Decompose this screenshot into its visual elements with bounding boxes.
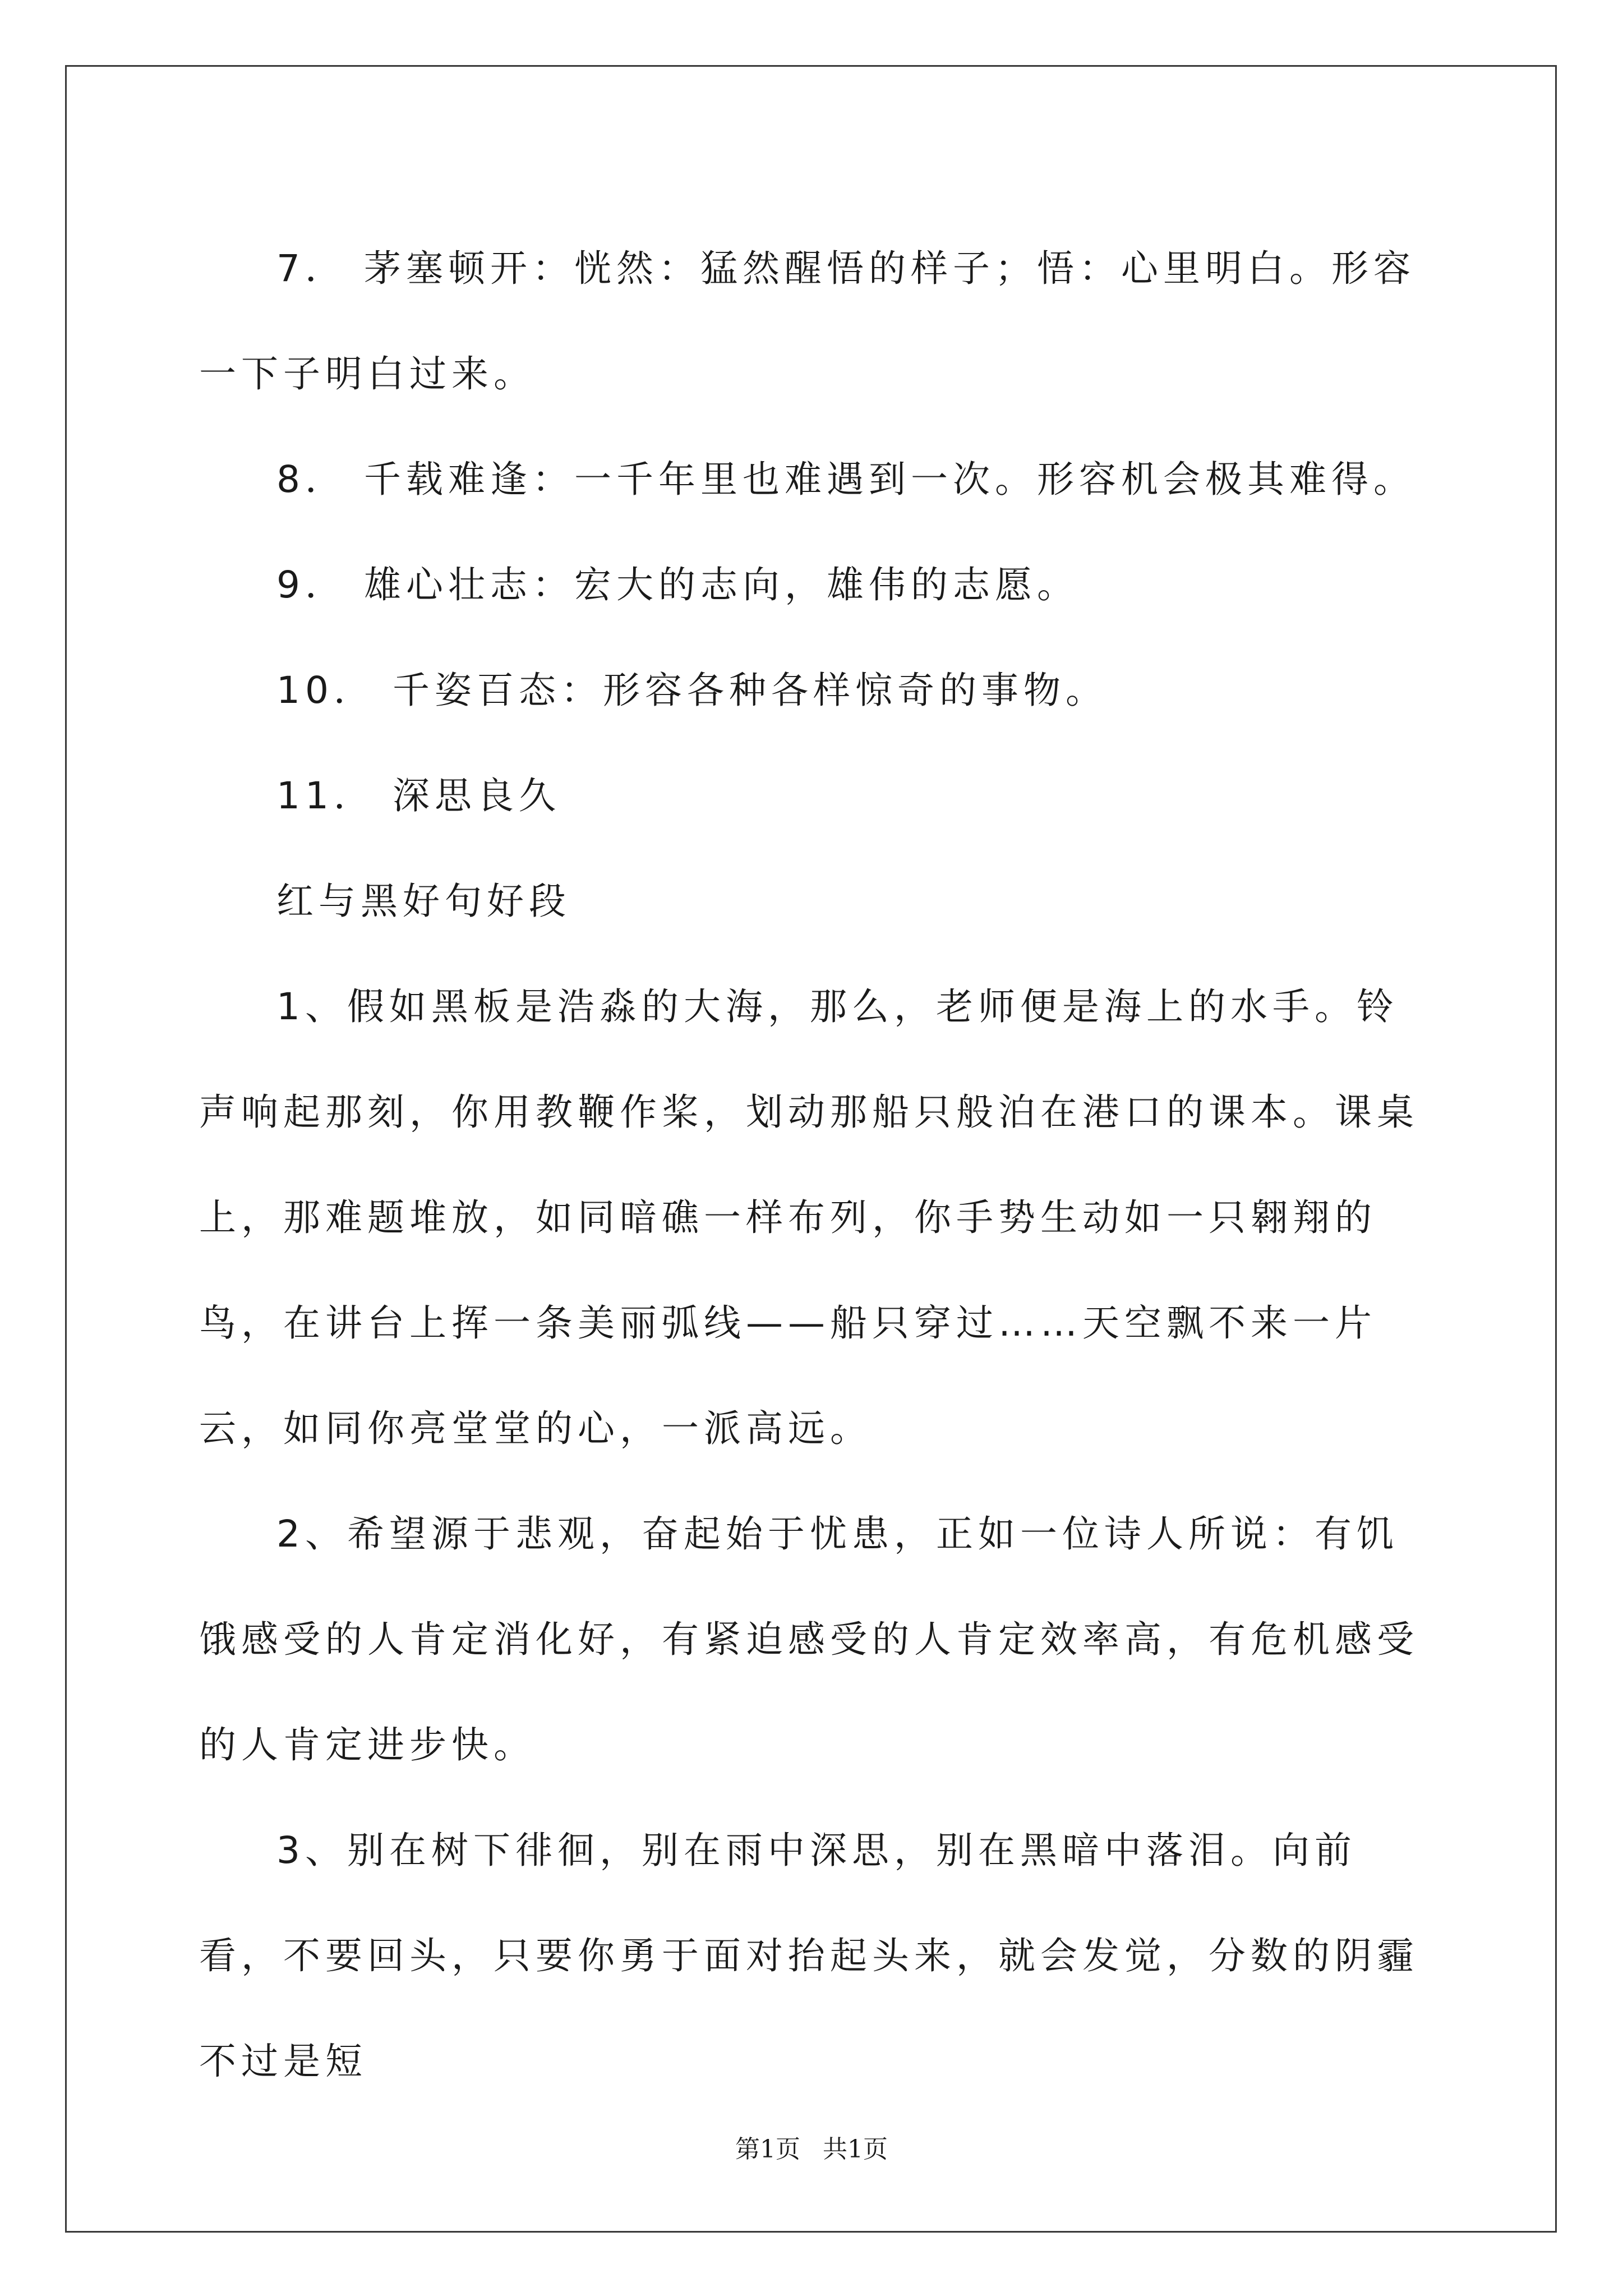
page-total: 共1页 [823, 2135, 888, 2164]
paragraph-item-7: 7． 茅塞顿开：恍然：猛然醒悟的样子；悟：心里明白。形容一下子明白过来。 [199, 247, 1415, 395]
section-heading: 红与黑好句好段 [276, 880, 571, 923]
quote-paragraph-3: 3、别在树下徘徊，别在雨中深思，别在黑暗中落泪。向前看，不要回头，只要你勇于面对抬起头来，就会发觉，分数的阴霾不过是短 [199, 1829, 1419, 2083]
page-number: 第1页 [735, 2135, 800, 2164]
paragraph-item-9: 9． 雄心壮志：宏大的志向，雄伟的志愿。 [276, 563, 1079, 606]
page-footer [0, 2129, 1623, 2165]
paragraph-item-10: 10． 千姿百态：形容各种各样惊奇的事物。 [276, 669, 1108, 712]
document-body [199, 216, 1430, 2114]
paragraph-item-8: 8． 千载难逢：一千年里也难遇到一次。形容机会极其难得。 [276, 458, 1415, 501]
paragraph-item-11: 11． 深思良久 [276, 774, 561, 817]
quote-paragraph-1: 1、假如黑板是浩淼的大海，那么，老师便是海上的水手。铃声响起那刻，你用教鞭作桨，划动那船只般泊在港口的课本。课桌上，那难题堆放，如同暗礁一样布列，你手势生动如一只翱翔的鸟，在讲台上挥一条美丽弧线——船只穿过……天空飘不来一片云，如同你亮堂堂的心，一派高远。 [199, 985, 1419, 1450]
quote-paragraph-2: 2、希望源于悲观，奋起始于忧患，正如一位诗人所说：有饥饿感受的人肯定消化好，有紧迫感受的人肯定效率高，有危机感受的人肯定进步快。 [199, 1512, 1419, 1766]
